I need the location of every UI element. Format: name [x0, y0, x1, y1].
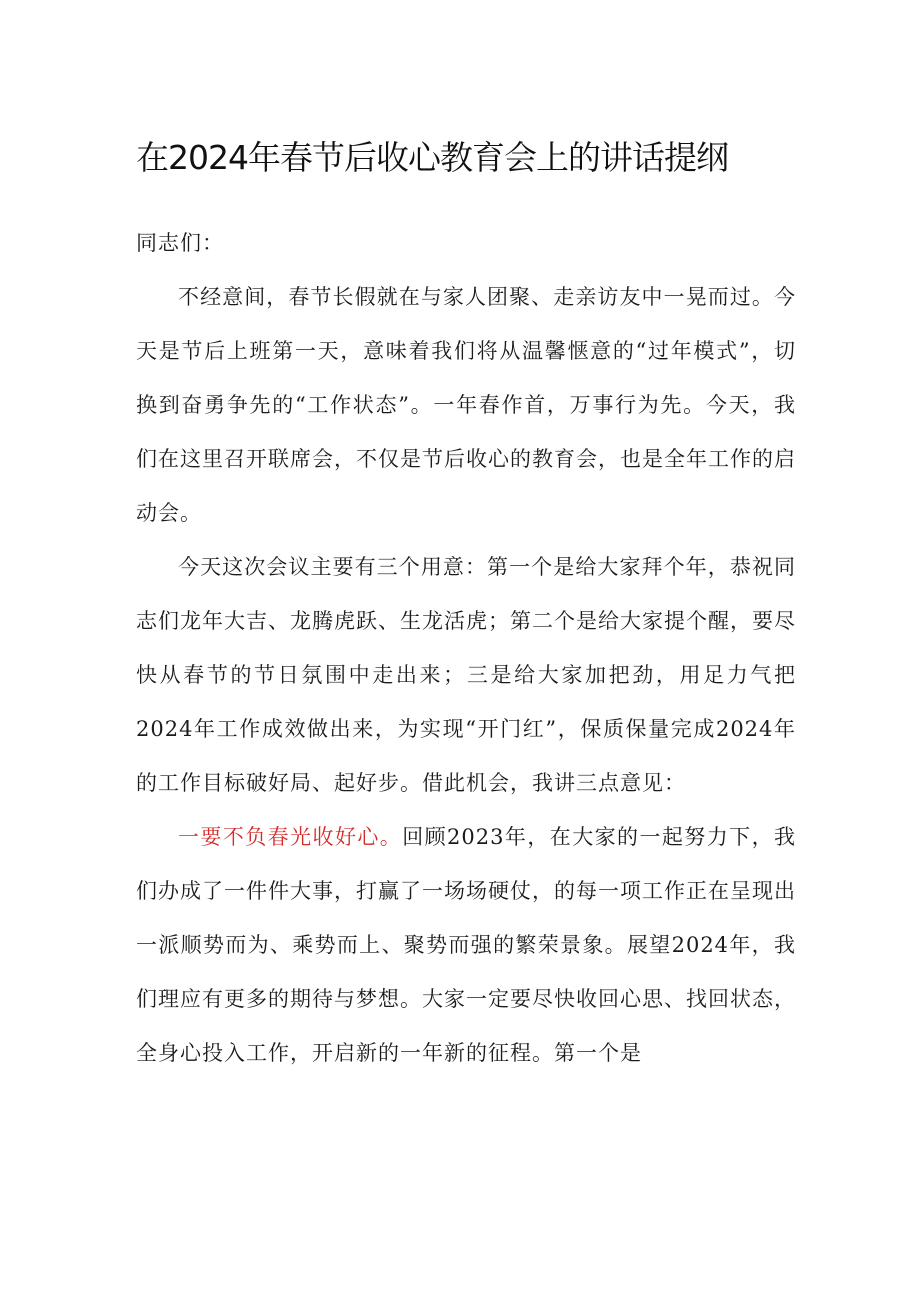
document-title: 在2024年春节后收心教育会上的讲话提纲 — [136, 138, 728, 177]
salutation: 同志们： — [136, 231, 224, 255]
paragraph-text: 不经意间，春节长假就在与家人团聚、走亲访友中一晃而过。今天是节后上班第一天，意味着我们将从温馨惬意的“过年模式”，切换到奋勇争先的“工作状态”。一年春作首，万事行为先。今天，我们在这里召开联席会，不仅是节后收心的教育会，也是全年工作的启动会。 — [136, 285, 796, 525]
document-body — [136, 216, 796, 1080]
paragraph-text: 今天这次会议主要有三个用意：第一个是给大家拜个年，恭祝同志们龙年大吉、龙腾虎跃、生龙活虎；第二个是给大家提个醒，要尽快从春节的节日氛围中走出来；三是给大家加把劲，用足力气把2024年工作成效做出来，为实现“开门红”，保质保量完成2024年的工作目标破好局、起好步。借此机会，我讲三点意见： — [136, 555, 796, 795]
paragraph-opening — [136, 270, 796, 540]
paragraph-point-one — [136, 810, 796, 1080]
paragraph-text: 回顾2023年，在大家的一起努力下，我们办成了一件件大事，打赢了一场场硬仗，的每一项工作正在呈现出一派顺势而为、乘势而上、聚势而强的繁荣景象。展望2024年，我们理应有更多的期待与梦想。大家一定要尽快收回心思、找回状态，全身心投入工作，开启新的一年新的征程。第一个是 — [136, 825, 796, 1065]
point-heading: 一要不负春光收好心。 — [178, 825, 403, 849]
paragraph-purpose — [136, 540, 796, 810]
